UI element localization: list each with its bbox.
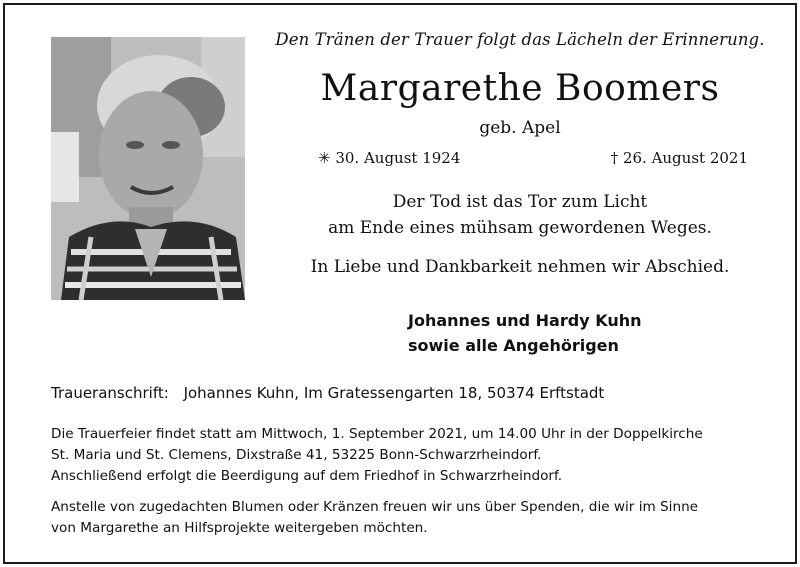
funeral-service-info (51, 424, 703, 487)
memorial-quote (270, 189, 770, 241)
birth-date: ✳ 30. August 1924 (318, 149, 461, 167)
farewell-text: In Liebe und Dankbarkeit nehmen wir Abschied. (310, 257, 730, 277)
death-date: † 26. August 2021 (610, 149, 748, 167)
service-line: Die Trauerfeier findet statt am Mittwoch, 1. September 2021, um 14.00 Uhr in der Doppelkirche (51, 426, 703, 442)
donation-line: Anstelle von zugedachten Blumen oder Kränzen freuen wir uns über Spenden, die wir im Sinne (51, 499, 699, 515)
mourners (408, 308, 641, 358)
deceased-name: Margarethe Boomers (320, 68, 720, 109)
donation-note (51, 497, 698, 539)
service-line: Anschließend erfolgt die Beerdigung auf dem Friedhof in Schwarzrheindorf. (51, 468, 563, 484)
mourner-line: sowie alle Angehörigen (408, 336, 619, 355)
mourning-address (51, 384, 604, 402)
donation-line: von Margarethe an Hilfsprojekte weitergeben möchten. (51, 520, 428, 536)
motto-line: Den Tränen der Trauer folgt das Lächeln der Erinnerung. (275, 30, 765, 49)
quote-line: Der Tod ist das Tor zum Licht (392, 192, 648, 212)
address-value: Johannes Kuhn, Im Gratessengarten 18, 50374 Erftstadt (183, 384, 605, 402)
mourner-line: Johannes und Hardy Kuhn (408, 311, 642, 330)
address-label: Traueranschrift: (51, 384, 169, 402)
quote-line: am Ende eines mühsam gewordenen Weges. (328, 218, 712, 238)
service-line: St. Maria und St. Clemens, Dixstraße 41, 53225 Bonn-Schwarzrheindorf. (51, 447, 542, 463)
portrait-photo (51, 37, 245, 300)
maiden-name: geb. Apel (479, 118, 561, 138)
